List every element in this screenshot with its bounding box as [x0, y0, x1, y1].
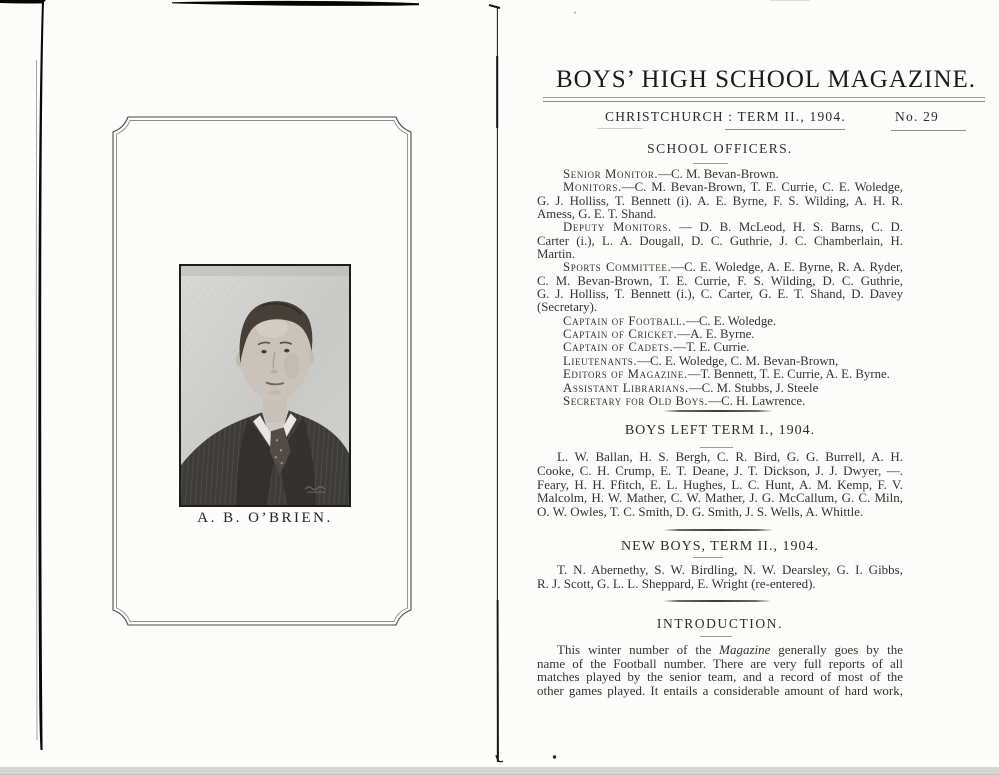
- text-line: Malcolm, H. W. Mather, C. W. Mather, J. G. McCallum, G. C. Miln,: [537, 490, 903, 506]
- text-line: Deputy Monitors. — D. B. McLeod, H. S. Barns, C. D.: [563, 220, 903, 235]
- introduction-heading: INTRODUCTION.: [656, 616, 784, 631]
- officers-heading: SCHOOL OFFICERS.: [647, 141, 793, 156]
- portrait-photo: [179, 264, 351, 507]
- scan-edge-left: [0, 0, 46, 750]
- issue-number: No. 29: [895, 109, 939, 124]
- text-line: name of the Football number. There are very full reports of all: [537, 655, 903, 671]
- text-line: Carter (i.), L. A. Dougall, D. C. Guthrie, J. C. Chamberlain, H.: [537, 233, 903, 248]
- text-line: Martin.: [537, 247, 576, 262]
- text-line: Secretary for Old Boys.—C. H. Lawrence.: [563, 393, 806, 408]
- text-line: This winter number of the Magazine generally goes by the: [557, 642, 904, 657]
- page-bottom-scan-edge: [0, 767, 999, 775]
- section-divider: [663, 410, 773, 412]
- masthead-rule-bottom: [543, 101, 985, 102]
- italic-word: Magazine: [719, 642, 771, 657]
- text-line: Captain of Cadets.—T. E. Currie.: [563, 340, 750, 355]
- photo-caption: A. B. O’BRIEN.: [197, 510, 333, 526]
- officers-heading-rule: [693, 163, 728, 164]
- text-line: Cooke, C. H. Crump, E. T. Deane, J. T. Dickson, J. J. Dwyer, —.: [537, 462, 903, 478]
- section-divider: [663, 600, 771, 602]
- text-line: (Secretary).: [537, 300, 598, 315]
- masthead-title: BOYS’ HIGH SCHOOL MAGAZINE.: [556, 66, 977, 93]
- text-line: Editors of Magazine.—T. Bennett, T. E. Currie, A. E. Byrne.: [563, 367, 890, 382]
- text-line: Sports Committee.—C. E. Woledge, A. E. Byrne, R. A. Ryder,: [563, 260, 903, 275]
- boys-left-list: [537, 450, 903, 519]
- text-line: C. M. Bevan-Brown, T. E. Currie, F. S. Wilding, D. C. Guthrie,: [537, 273, 903, 288]
- new-boys-heading-rule: [693, 557, 723, 558]
- masthead-rule-top: [543, 97, 985, 98]
- text-line: O. W. Owles, T. C. Smith, D. G. Smith, J. S. Wells, A. Whittle.: [537, 504, 864, 520]
- officers-list: [537, 168, 903, 408]
- text-line: T. N. Abernethy, S. W. Birdling, N. W. Dearsley, G. I. Gibbs,: [557, 562, 903, 577]
- new-boys-heading: NEW BOYS, TERM II., 1904.: [621, 539, 819, 554]
- scan-edge-top: [172, 1, 419, 6]
- portrait-illustration: [181, 266, 349, 505]
- issue-place-term: CHRISTCHURCH : TERM II., 1904.: [605, 109, 846, 124]
- text-line: Lieutenants.—C. E. Woledge, C. M. Bevan-Brown,: [563, 353, 839, 368]
- text-line: Senior Monitor.—C. M. Bevan-Brown.: [563, 167, 779, 181]
- text-line: other games played. It entails a considerable amount of hard work,: [537, 683, 903, 699]
- boys-left-heading-rule: [700, 447, 733, 448]
- text-line: L. W. Ballan, H. S. Bergh, C. R. Bird, G. G. Burrell, A. H.: [557, 449, 903, 464]
- text-line: R. J. Scott, G. L. L. Sheppard, E. Wright (re-entered).: [537, 575, 816, 591]
- introduction-paragraph: [537, 643, 903, 698]
- text-line: Assistant Librarians.—C. M. Stubbs, J. Steele: [563, 380, 819, 395]
- issue-underline-smudge: [597, 128, 643, 129]
- gutter-shadow: [489, 5, 503, 762]
- text-line: Captain of Football.—C. E. Woledge.: [563, 313, 777, 328]
- text-line: G. J. Holliss, T. Bennett (i). A. E. Byrne, F. S. Wilding, A. H. R.: [537, 193, 903, 208]
- faint-top-edge-mark: [770, 0, 810, 1]
- text-line: Captain of Cricket.—A. E. Byrne.: [563, 327, 755, 342]
- text-line: matches played by the senior team, and a record of most of the: [537, 669, 903, 685]
- dust-dot-top: [574, 11, 577, 14]
- ink-dot-bottom: [553, 755, 556, 758]
- introduction-heading-rule: [700, 636, 732, 637]
- section-divider: [663, 529, 773, 531]
- text-line: Feary, H. H. Ffitch, E. L. Hughes, L. C. Hunt, A. M. Kemp, F. V.: [537, 476, 903, 492]
- text-line: Monitors.—C. M. Bevan-Brown, T. E. Currie, C. E. Woledge,: [563, 180, 903, 195]
- issue-underline-term: [725, 129, 845, 130]
- text-line: Amess, G. E. T. Shand.: [537, 207, 657, 222]
- boys-left-heading: BOYS LEFT TERM I., 1904.: [624, 423, 816, 438]
- text-line: G. J. Holliss, T. Bennett (i.), C. Carter, G. E. T. Shand, D. Davey: [537, 287, 903, 302]
- issue-line: [537, 109, 939, 125]
- new-boys-list: [537, 563, 903, 590]
- issue-underline-number: [891, 130, 966, 131]
